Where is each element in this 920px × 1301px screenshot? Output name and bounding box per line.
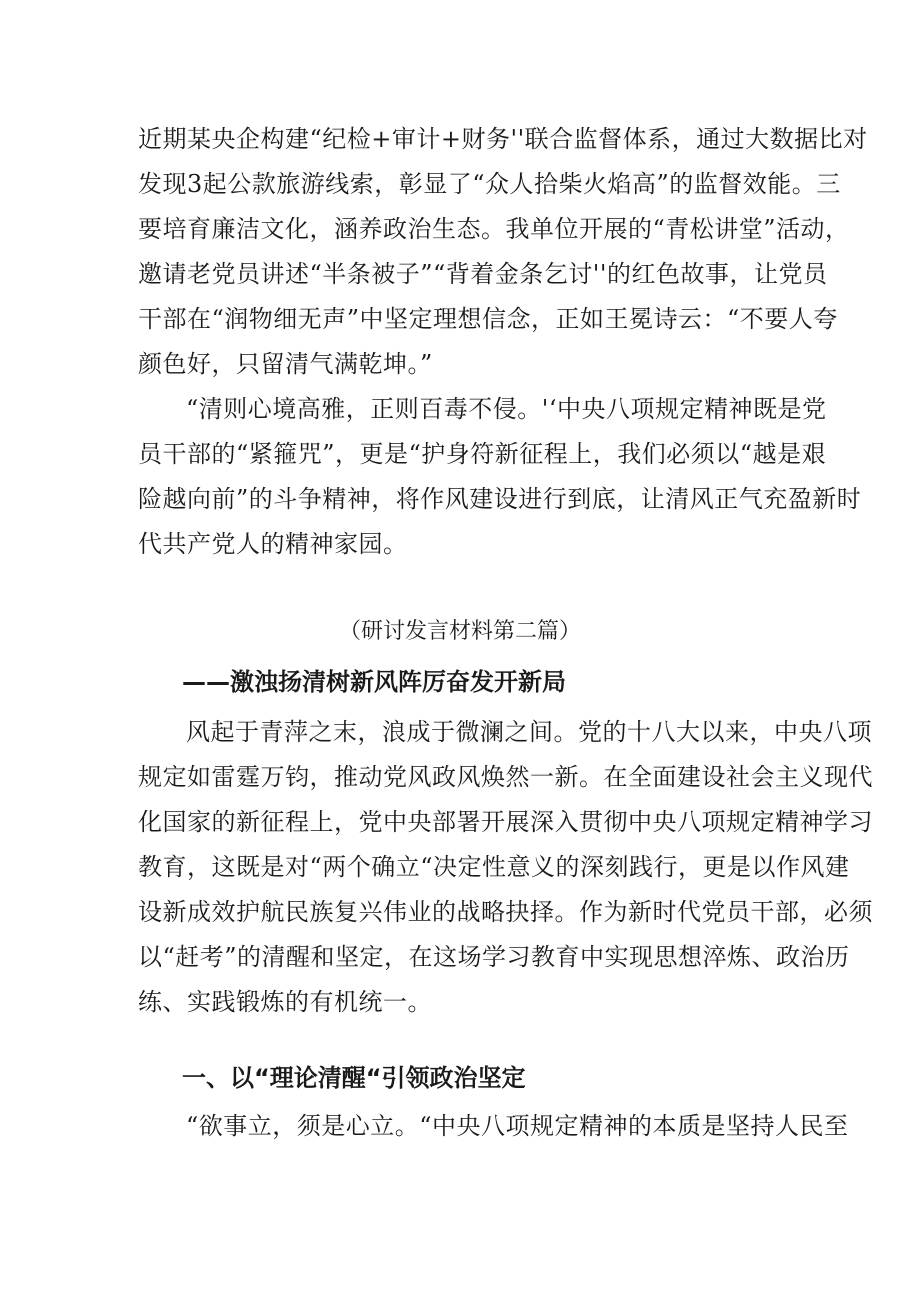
- paragraph-1: [138, 117, 868, 387]
- text-line: 员干部的“紧箍咒”，更是“护身符新征程上，我们必须以“越是艰: [138, 440, 827, 468]
- text-line: 代共产党人的精神家园。: [138, 530, 408, 558]
- section-heading: 一、以“理论清醒“引领政治坚定: [182, 1064, 526, 1092]
- text-line: 颜色好，只留清气满乾坤。”: [138, 350, 433, 378]
- text-line: 邀请老党员讲述“半条被子”“背着金条乞讨''的红色故事，让党员: [138, 260, 828, 288]
- text-line: 以“赶考”的清醒和坚定，在这场学习教育中实现思想淬炼、政治历: [138, 943, 850, 971]
- paragraph-3: [138, 710, 873, 1025]
- text-line: 练、实践锻炼的有机统一。: [138, 988, 432, 1016]
- text-line: “清则心境高雅，正则百毒不侵。'‘中央八项规定精神既是党: [186, 395, 827, 423]
- text-line: 风起于青萍之末，浪成于微澜之间。党的十八大以来，中央八项: [186, 718, 872, 746]
- text-line: 规定如雷霆万钧，推动党风政风焕然一新。在全面建设社会主义现代: [138, 763, 873, 791]
- text-line: 险越向前”的斗争精神，将作风建设进行到底，让清风正气充盈新时: [138, 485, 862, 513]
- paragraph-4: [138, 1104, 849, 1149]
- text-line: 要培育廉洁文化，涵养政治生态。我单位开展的“青松讲堂”活动，: [138, 215, 850, 243]
- text-line: 干部在“润物细无声”中坚定理想信念，正如王冕诗云：“不要人夸: [138, 305, 838, 333]
- text-line: 教育，这既是对“两个确立“决定性意义的深刻践行，更是以作风建: [138, 853, 850, 881]
- text-line: 化国家的新征程上，党中央部署开展深入贯彻中央八项规定精神学习: [138, 808, 873, 836]
- text-line: 近期某央企构建“纪检+审计+财务''联合监督体系，通过大数据比对: [138, 125, 868, 153]
- text-line: 发现3起公款旅游线索，彰显了“众人拾柴火焰高”的监督效能。三: [138, 170, 841, 198]
- text-line: “欲事立，须是心立。“中央八项规定精神的本质是坚持人民至: [186, 1112, 849, 1140]
- document-subtitle: （研讨发言材料第二篇）: [338, 619, 581, 644]
- text-line: 设新成效护航民族复兴伟业的战略抉择。作为新时代党员干部，必须: [138, 898, 873, 926]
- paragraph-2: [138, 387, 862, 567]
- document-title: ——激浊扬清树新风阵厉奋发开新局: [182, 668, 566, 696]
